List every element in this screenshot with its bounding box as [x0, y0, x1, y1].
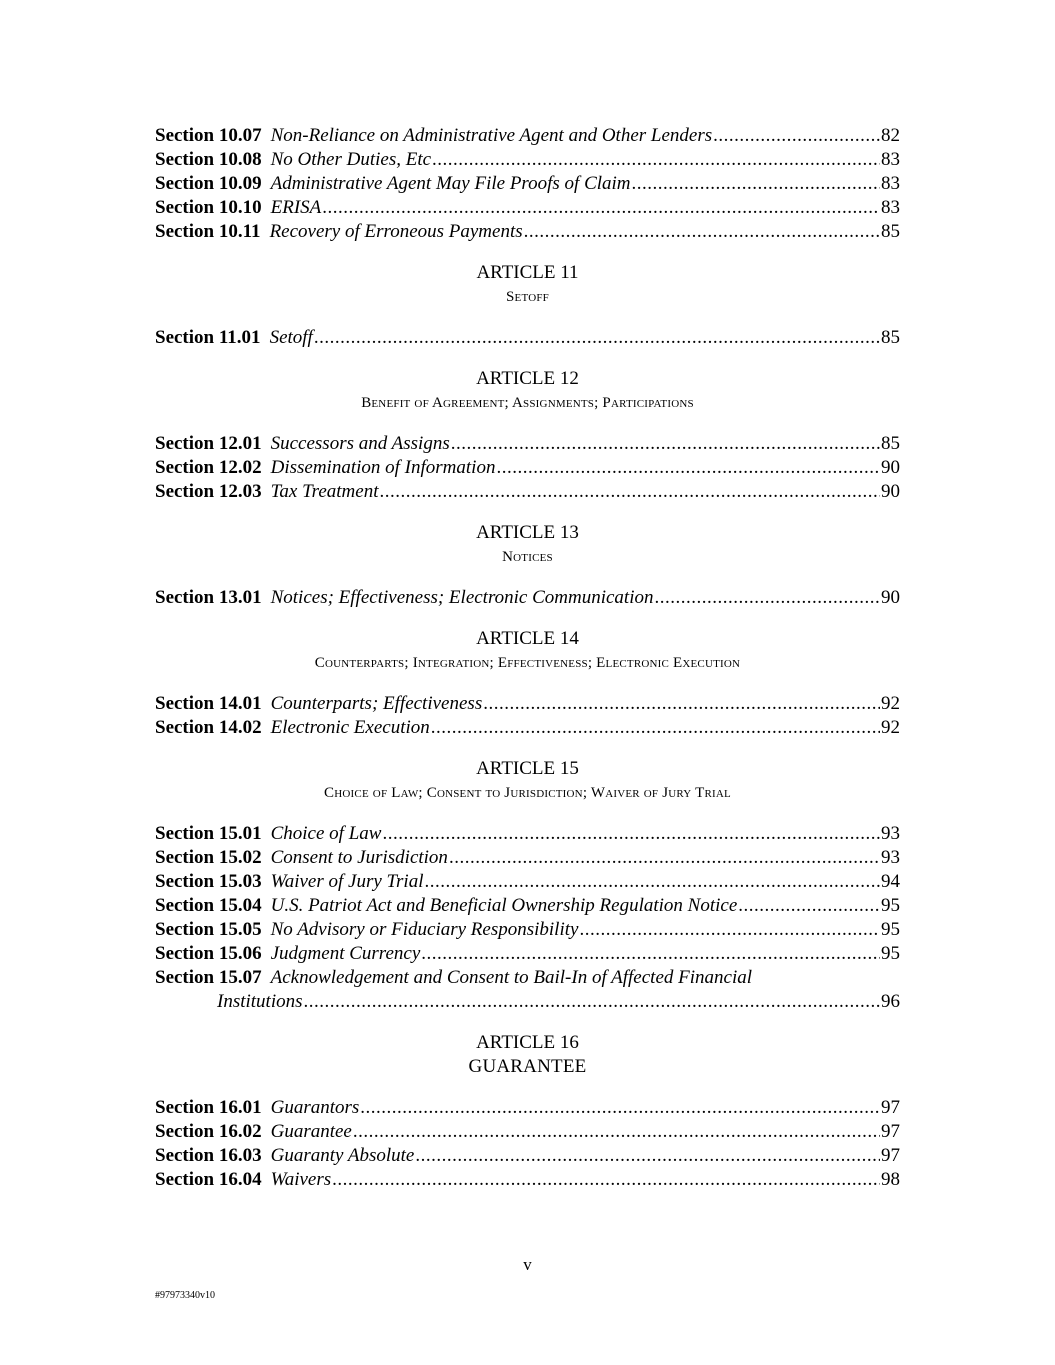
section-title: Administrative Agent May File Proofs of Claim — [270, 173, 631, 194]
page-reference: 93 — [881, 847, 900, 868]
section-number: Section 15.04 — [155, 895, 262, 916]
toc-entry[interactable] — [155, 124, 900, 148]
toc-entry[interactable] — [155, 1144, 900, 1168]
toc-entry[interactable] — [155, 870, 900, 894]
toc-entry[interactable] — [155, 480, 900, 504]
page-reference: 90 — [881, 481, 900, 502]
article-title: Setoff — [506, 289, 549, 305]
section-number: Section 12.03 — [155, 481, 262, 502]
page-reference: 90 — [881, 457, 900, 478]
article-heading — [155, 757, 900, 805]
page-reference: 83 — [881, 173, 900, 194]
article-number: ARTICLE 11 — [476, 262, 579, 283]
section-list — [155, 586, 900, 610]
page-reference: 98 — [881, 1169, 900, 1190]
section-number: Section 11.01 — [155, 327, 261, 348]
dot-leader — [379, 480, 880, 504]
page-reference: 83 — [881, 197, 900, 218]
section-number: Section 16.01 — [155, 1097, 262, 1118]
toc-entry[interactable] — [155, 716, 900, 740]
dot-leader — [655, 586, 881, 610]
section-number: Section 15.06 — [155, 943, 262, 964]
article-number: ARTICLE 16 — [476, 1032, 579, 1053]
toc-entry[interactable] — [155, 966, 900, 990]
dot-leader — [632, 172, 880, 196]
page-number: v — [523, 1255, 532, 1274]
page-reference: 95 — [881, 895, 900, 916]
toc-entry[interactable] — [155, 220, 900, 244]
section-number: Section 10.10 — [155, 197, 262, 218]
section-number: Section 10.08 — [155, 149, 262, 170]
page-reference: 92 — [881, 717, 900, 738]
page-reference: 92 — [881, 693, 900, 714]
section-number: Section 15.05 — [155, 919, 262, 940]
article-title: Benefit of Agreement; Assignments; Participations — [361, 395, 694, 411]
section-number: Section 13.01 — [155, 587, 262, 608]
section-number: Section 16.04 — [155, 1169, 262, 1190]
page-reference: 96 — [881, 991, 900, 1012]
toc-entry[interactable] — [155, 692, 900, 716]
article-number: ARTICLE 14 — [476, 628, 579, 649]
article-heading — [155, 521, 900, 569]
dot-leader — [738, 894, 880, 918]
section-number: Section 15.03 — [155, 871, 262, 892]
section-list — [155, 1096, 900, 1192]
section-number: Section 14.01 — [155, 693, 262, 714]
toc-entry[interactable] — [155, 894, 900, 918]
dot-leader — [421, 942, 880, 966]
section-title: Waiver of Jury Trial — [270, 871, 424, 892]
toc-entry[interactable] — [155, 172, 900, 196]
dot-leader — [483, 692, 880, 716]
section-number: Section 15.01 — [155, 823, 262, 844]
article-title: GUARANTEE — [468, 1056, 587, 1077]
dot-leader — [322, 196, 880, 220]
dot-leader — [496, 456, 880, 480]
toc-entry[interactable] — [155, 822, 900, 846]
section-title: Waivers — [270, 1169, 332, 1190]
dot-leader — [425, 870, 881, 894]
dot-leader — [304, 990, 880, 1014]
section-title: Counterparts; Effectiveness — [270, 693, 483, 714]
dot-leader — [449, 846, 880, 870]
table-of-contents — [155, 124, 900, 1192]
section-title: Judgment Currency — [270, 943, 421, 964]
page-reference: 85 — [881, 221, 900, 242]
toc-entry-continuation[interactable] — [155, 990, 900, 1014]
section-title: Guarantors — [270, 1097, 360, 1118]
document-id: #97973340v10 — [155, 1290, 215, 1301]
page-reference: 85 — [881, 327, 900, 348]
page-reference: 95 — [881, 943, 900, 964]
page-reference: 82 — [881, 125, 900, 146]
section-title: ERISA — [270, 197, 322, 218]
toc-entry[interactable] — [155, 1168, 900, 1192]
section-title: Acknowledgement and Consent to Bail-In of Affected Financial — [270, 967, 753, 988]
section-number: Section 12.01 — [155, 433, 262, 454]
section-list — [155, 124, 900, 244]
section-number: Section 14.02 — [155, 717, 262, 738]
article-title: Counterparts; Integration; Effectiveness; Electronic Execution — [314, 655, 741, 671]
dot-leader — [713, 124, 880, 148]
dot-leader — [353, 1120, 880, 1144]
section-number: Section 15.02 — [155, 847, 262, 868]
section-title: Setoff — [269, 327, 313, 348]
section-title: Consent to Jurisdiction — [270, 847, 448, 868]
toc-entry[interactable] — [155, 1120, 900, 1144]
article-number: ARTICLE 12 — [476, 368, 579, 389]
toc-entry[interactable] — [155, 846, 900, 870]
toc-entry[interactable] — [155, 942, 900, 966]
article-heading — [155, 367, 900, 415]
section-title: Dissemination of Information — [270, 457, 496, 478]
toc-entry[interactable] — [155, 432, 900, 456]
section-list — [155, 692, 900, 740]
article-heading — [155, 261, 900, 309]
page-reference: 95 — [881, 919, 900, 940]
section-number: Section 10.11 — [155, 221, 261, 242]
dot-leader — [451, 432, 880, 456]
dot-leader — [432, 148, 880, 172]
section-title: Choice of Law — [270, 823, 382, 844]
dot-leader — [382, 822, 880, 846]
section-number: Section 10.07 — [155, 125, 262, 146]
article-heading — [155, 627, 900, 675]
section-list — [155, 432, 900, 504]
dot-leader — [360, 1096, 880, 1120]
toc-entry[interactable] — [155, 1096, 900, 1120]
section-title: Non-Reliance on Administrative Agent and Other Lenders — [270, 125, 713, 146]
dot-leader — [415, 1144, 880, 1168]
dot-leader — [579, 918, 880, 942]
toc-entry[interactable] — [155, 326, 900, 350]
page-reference: 85 — [881, 433, 900, 454]
section-number: Section 12.02 — [155, 457, 262, 478]
article-number: ARTICLE 13 — [476, 522, 579, 543]
section-title: Tax Treatment — [270, 481, 379, 502]
article-title: Notices — [502, 549, 553, 565]
article-number: ARTICLE 15 — [476, 758, 579, 779]
toc-entry[interactable] — [155, 148, 900, 172]
toc-entry[interactable] — [155, 586, 900, 610]
article-heading — [155, 1031, 900, 1079]
section-title: Recovery of Erroneous Payments — [269, 221, 523, 242]
section-number: Section 15.07 — [155, 967, 262, 988]
dot-leader — [332, 1168, 880, 1192]
section-list — [155, 822, 900, 1014]
section-title-continued: Institutions — [217, 991, 303, 1012]
page-reference: 97 — [881, 1097, 900, 1118]
section-title: Guaranty Absolute — [270, 1145, 415, 1166]
section-title: U.S. Patriot Act and Beneficial Ownership Regulation Notice — [270, 895, 738, 916]
toc-entry[interactable] — [155, 456, 900, 480]
section-title: Guarantee — [270, 1121, 352, 1142]
dot-leader — [314, 326, 880, 350]
toc-entry[interactable] — [155, 918, 900, 942]
page-reference: 93 — [881, 823, 900, 844]
section-title: Successors and Assigns — [270, 433, 450, 454]
section-title: Electronic Execution — [270, 717, 430, 738]
page-reference: 97 — [881, 1145, 900, 1166]
section-title: No Other Duties, Etc — [270, 149, 432, 170]
toc-entry[interactable] — [155, 196, 900, 220]
section-number: Section 16.03 — [155, 1145, 262, 1166]
dot-leader — [431, 716, 880, 740]
article-title: Choice of Law; Consent to Jurisdiction; Waiver of Jury Trial — [324, 785, 731, 801]
section-number: Section 10.09 — [155, 173, 262, 194]
page-reference: 94 — [881, 871, 900, 892]
section-number: Section 16.02 — [155, 1121, 262, 1142]
page-reference: 97 — [881, 1121, 900, 1142]
section-list — [155, 326, 900, 350]
page-reference: 90 — [881, 587, 900, 608]
dot-leader — [524, 220, 880, 244]
section-title: No Advisory or Fiduciary Responsibility — [270, 919, 579, 940]
section-title: Notices; Effectiveness; Electronic Communication — [270, 587, 654, 608]
page-reference: 83 — [881, 149, 900, 170]
